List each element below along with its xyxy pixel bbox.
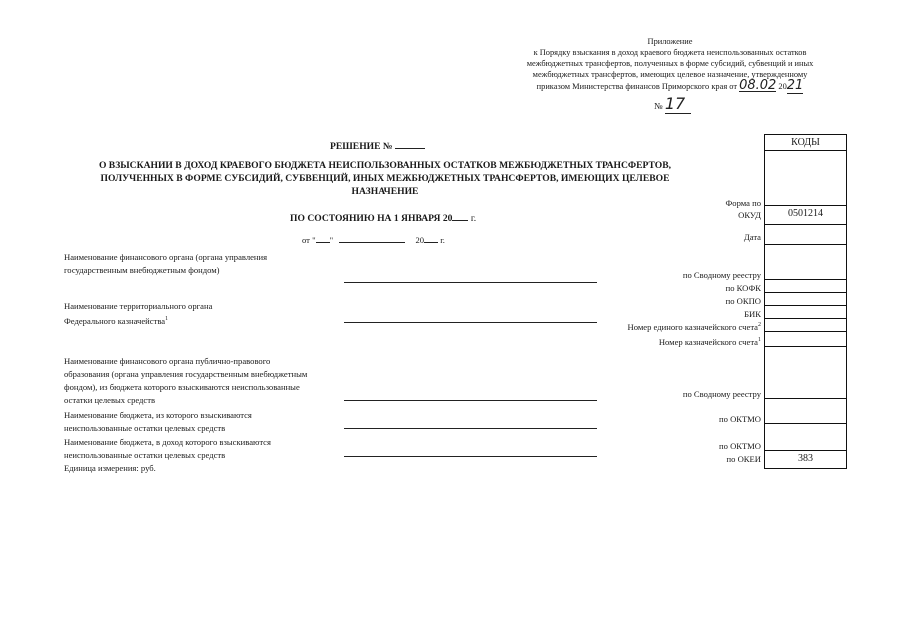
codes-divider-oktmo-2 — [764, 450, 847, 451]
okud-label: ОКУД — [738, 210, 761, 220]
appendix-year-handwritten: 21 — [786, 78, 804, 93]
decision-title — [60, 159, 710, 198]
field-treasury-body — [64, 300, 212, 328]
codes-divider-kofk — [764, 292, 847, 293]
codes-divider-treasury-account — [764, 346, 847, 347]
codes-table — [764, 134, 847, 469]
appendix-block — [470, 36, 870, 92]
appendix-number — [654, 94, 691, 114]
treasury-account-label: Номер казначейского счета — [658, 337, 758, 347]
field-treasury-body-line-2: Федерального казначейства — [64, 315, 166, 326]
from-year-prefix: 20 — [415, 235, 425, 245]
field-financial-body — [64, 251, 267, 277]
kofk-label: по КОФК — [725, 283, 761, 293]
field-public-body-input[interactable] — [344, 400, 597, 401]
codes-divider-okud-top — [764, 205, 847, 206]
appendix-line-2: межбюджетных трансфертов, полученных в форме субсидий, субвенций и иных — [526, 59, 814, 68]
from-label: от " — [302, 235, 316, 245]
as-of-label: ПО СОСТОЯНИЮ НА 1 ЯНВАРЯ 20 — [290, 213, 453, 224]
field-public-body-line-1: Наименование финансового органа публично-правового — [64, 356, 271, 366]
codes-divider-date-bottom — [764, 244, 847, 245]
field-source-budget-input[interactable] — [344, 428, 597, 429]
appendix-number-handwritten: 17 — [665, 94, 691, 114]
appendix-title: Приложение — [647, 37, 693, 46]
okud-code[interactable]: 0501214 — [788, 208, 823, 219]
as-of-year-blank[interactable] — [452, 220, 468, 221]
single-account-label-wrap — [511, 322, 761, 332]
field-public-body-line-2: образования (органа управления государственным внебюджетным — [64, 369, 308, 379]
field-target-budget-line-1: Наименование бюджета, в доход которого взыскиваются — [64, 437, 271, 447]
codes-header: КОДЫ — [791, 137, 820, 148]
field-public-body-line-3: фондом), из бюджета которого взыскиваются неиспользованные — [64, 382, 300, 392]
codes-divider-registry — [764, 279, 847, 280]
from-day-blank[interactable] — [316, 242, 330, 243]
unit-label: Единица измерения: руб. — [64, 463, 156, 473]
okei-label: по ОКЕИ — [726, 454, 761, 464]
appendix-line-3: межбюджетных трансфертов, имеющих целевое назначение, утвержденному — [532, 70, 808, 79]
field-financial-body-line-2: государственным внебюджетным фондом) — [64, 265, 220, 275]
field-source-budget-line-1: Наименование бюджета, из которого взыскиваются — [64, 410, 252, 420]
field-public-body-line-4: остатки целевых средств — [64, 395, 156, 405]
from-year-blank[interactable] — [424, 242, 438, 243]
appendix-date-handwritten: 08.02 — [739, 78, 777, 93]
appendix-line-4 — [470, 80, 870, 92]
field-target-budget-line-2: неиспользованные остатки целевых средств — [64, 450, 226, 460]
codes-divider-okpo — [764, 305, 847, 306]
treasury-account-footnote: 1 — [758, 337, 761, 344]
field-public-body — [64, 355, 307, 407]
from-quote: " — [329, 235, 334, 245]
okei-code[interactable]: 383 — [798, 453, 813, 464]
decision-number-line — [330, 140, 450, 153]
field-treasury-body-line-2-wrap — [64, 313, 212, 328]
oktmo-label-2: по ОКТМО — [719, 441, 761, 451]
appendix-number-sign: № — [654, 101, 663, 111]
codes-divider-registry-2 — [764, 398, 847, 399]
codes-divider-bik — [764, 318, 847, 319]
codes-divider-date — [764, 224, 847, 225]
codes-header-divider — [764, 150, 847, 151]
decision-label: РЕШЕНИЕ № — [330, 141, 393, 152]
decision-title-line-1: О ВЗЫСКАНИИ В ДОХОД КРАЕВОГО БЮДЖЕТА НЕИСПОЛЬЗОВАННЫХ ОСТАТКОВ МЕЖБЮДЖЕТНЫХ ТРАНСФЕРТОВ, — [98, 160, 672, 171]
form-by-label: Форма по — [725, 198, 761, 208]
from-year-suffix: г. — [440, 235, 445, 245]
consolidated-registry-label-1: по Сводному реестру — [682, 270, 761, 280]
appendix-order-text: приказом Министерства финансов Приморского края от — [536, 82, 737, 91]
single-account-label: Номер единого казначейского счета — [627, 322, 758, 332]
oktmo-label-1: по ОКТМО — [719, 414, 761, 424]
from-month-blank[interactable] — [339, 242, 405, 243]
decision-number-blank[interactable] — [395, 148, 425, 149]
field-source-budget-line-2: неиспользованные остатки целевых средств — [64, 423, 226, 433]
appendix-line-1: к Порядку взыскания в доход краевого бюджета неиспользованных остатков — [533, 48, 807, 57]
decision-title-line-2: ПОЛУЧЕННЫХ В ФОРМЕ СУБСИДИЙ, СУБВЕНЦИЙ, ИНЫХ МЕЖБЮДЖЕТНЫХ ТРАНСФЕРТОВ, ИМЕЮЩИХ ЦЕЛЕВОЕ — [100, 173, 670, 184]
okpo-label: по ОКПО — [725, 296, 761, 306]
field-source-budget — [64, 409, 252, 435]
decision-title-line-3: НАЗНАЧЕНИЕ — [351, 186, 419, 197]
field-treasury-body-footnote: 1 — [165, 316, 169, 322]
single-account-footnote: 2 — [758, 322, 761, 329]
field-financial-body-line-1: Наименование финансового органа (органа управления — [64, 252, 268, 262]
consolidated-registry-label-2: по Сводному реестру — [682, 389, 761, 399]
field-target-budget — [64, 436, 271, 462]
codes-divider-single-account — [764, 331, 847, 332]
field-treasury-body-line-1: Наименование территориального органа — [64, 301, 213, 311]
bik-label: БИК — [744, 309, 761, 319]
date-label: Дата — [743, 232, 761, 242]
as-of-line — [290, 212, 510, 225]
from-date-line — [302, 235, 502, 246]
as-of-year-suffix: г. — [470, 213, 477, 224]
treasury-account-label-wrap — [511, 337, 761, 347]
appendix-year-prefix: 20 — [778, 82, 787, 91]
codes-divider-oktmo-1 — [764, 423, 847, 424]
